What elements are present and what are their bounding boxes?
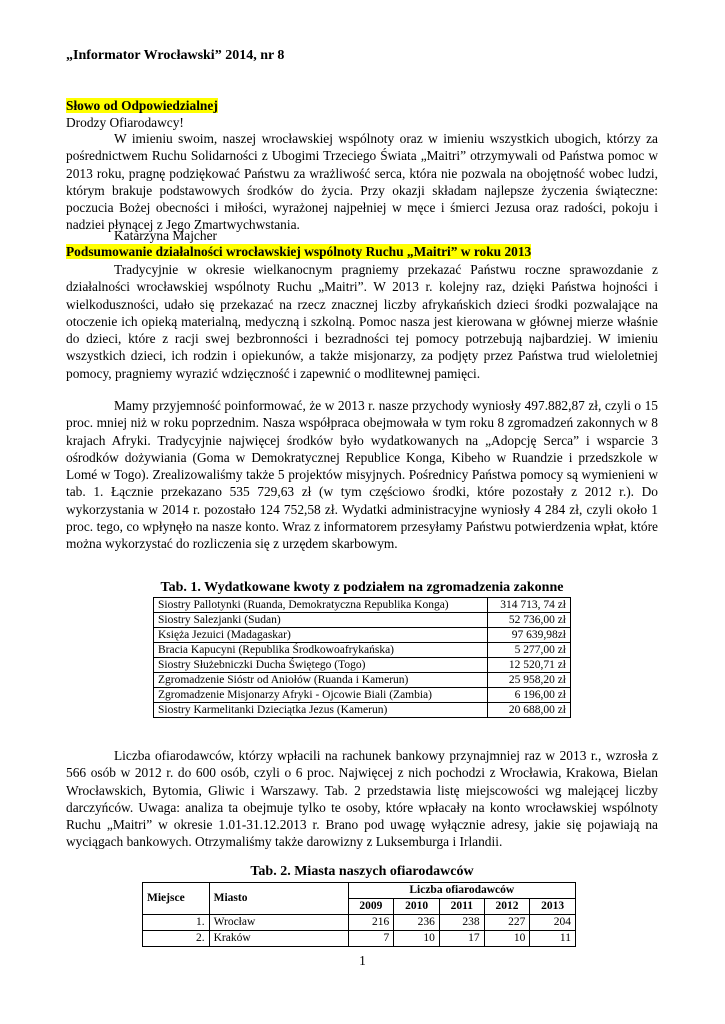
place-cell: 1.: [143, 915, 210, 931]
congregation-name: Księża Jezuici (Madagaskar): [154, 628, 488, 643]
city-cell: Kraków: [209, 931, 348, 947]
count-cell: 10: [484, 931, 530, 947]
table-row: [154, 673, 571, 688]
greeting: Drodzy Ofiarodawcy!: [66, 115, 184, 130]
count-cell: 17: [439, 931, 484, 947]
amount: 20 688,00 zł: [487, 703, 570, 718]
column-header-count: Liczba ofiarodawców: [348, 883, 575, 899]
table-row: [154, 598, 571, 613]
congregation-name: Zgromadzenie Misjonarzy Afryki - Ojcowie Biali (Zambia): [154, 688, 488, 703]
count-cell: 238: [439, 915, 484, 931]
count-cell: 11: [530, 931, 576, 947]
year-header: 2010: [394, 899, 440, 915]
signature: Katarzyna Majcher: [114, 228, 217, 243]
count-cell: 10: [394, 931, 440, 947]
expenses-table: [153, 597, 571, 718]
donors-cities-table: [142, 882, 576, 947]
place-cell: 2.: [143, 931, 210, 947]
amount: 5 277,00 zł: [487, 643, 570, 658]
year-header: 2013: [530, 899, 576, 915]
table-row: [143, 931, 576, 947]
section-heading-text: Słowo od Odpowiedzialnej: [66, 98, 218, 113]
table-row: [154, 628, 571, 643]
congregation-name: Siostry Służebniczki Ducha Świętego (Togo): [154, 658, 488, 673]
amount: 12 520,71 zł: [487, 658, 570, 673]
congregation-name: Siostry Karmelitanki Dzieciątka Jezus (Kamerun): [154, 703, 488, 718]
amount: 25 958,20 zł: [487, 673, 570, 688]
table-row: [154, 658, 571, 673]
count-cell: 7: [348, 931, 394, 947]
year-header: 2012: [484, 899, 530, 915]
body-paragraph: Mamy przyjemność poinformować, że w 2013 r. nasze przychody wyniosły 497.882,87 zł, czyli o 15 proc. mniej niż w roku poprzednim. Nasza współpraca obejmowała w tym roku 8 zgromadzeń zakonnych w 8 krajach Afryki. Tradycyjnie najwięcej środków było wydatkowanych na „Adopcję Serca” i wsparcie 3 ośrodków dożywiania (Goma w Demokratycznej Republice Konga, Kibeho w Ruandzie i przedszkole w Lomé w Togo). Zrealizowaliśmy także 5 projektów misyjnych. Pośrednicy Państwa pomocy są wymienieni w tab. 1. Łącznie przekazano 535 729,63 zł (w tym częściowo środki, które pozostały z 2012 r.). Do wykorzystania w 2014 r. pozostało 124 752,58 zł. Wydatki administracyjne wyniosły 4 284 zł, czyli około 1 proc. tego, co wpłynęło na nasze konto. Wraz z informatorem przesyłamy Państwu potwierdzenia wpłat, które można wykorzystać do rozliczenia się z urzędem skarbowym.: [66, 398, 658, 552]
publication-header: „Informator Wrocławski” 2014, nr 8: [66, 48, 285, 63]
body-paragraph: Tradycyjnie w okresie wielkanocnym pragniemy przekazać Państwu roczne sprawozdanie z działalności wrocławskiej wspólnoty Ruchu „Maitri”. W 2013 r. kolejny raz, dzięki Państwa hojności i wielkoduszności, udało się przekazać na rzecz znacznej liczby afrykańskich dzieci środki pozwalające na otoczenie ich opieką materialną, medyczną i szkolną. Pomoc nasza jest kierowana w głównej mierze właśnie do dzieci, które z racji swej bezbronności i bezradności tej pomocy potrzebują najbardziej. W imieniu wszystkich dzieci, ich rodzin i opiekunów, a także misjonarzy, za podjęty przez Państwa trud wieloletniej pomocy, pragniemy wyrazić wdzięczność i zapewnić o modlitewnej pamięci.: [66, 262, 658, 381]
page-number: 1: [359, 953, 366, 968]
year-header: 2011: [439, 899, 484, 915]
count-cell: 216: [348, 915, 394, 931]
congregation-name: Siostry Pallotynki (Ruanda, Demokratyczna Republika Konga): [154, 598, 488, 613]
section-heading: [66, 243, 531, 260]
table-caption: Tab. 1. Wydatkowane kwoty z podziałem na zgromadzenia zakonne: [160, 580, 564, 595]
table-row: [154, 688, 571, 703]
section-heading-text: Podsumowanie działalności wrocławskiej wspólnoty Ruchu „Maitri” w roku 2013: [66, 244, 532, 259]
column-header-city: Miasto: [209, 883, 348, 915]
table-row: [154, 643, 571, 658]
table-row: [154, 613, 571, 628]
count-cell: 236: [394, 915, 440, 931]
amount: 6 196,00 zł: [487, 688, 570, 703]
city-cell: Wrocław: [209, 915, 348, 931]
table-caption: Tab. 2. Miasta naszych ofiarodawców: [250, 864, 474, 879]
body-paragraph: W imieniu swoim, naszej wrocławskiej wspólnoty oraz w imieniu wszystkich ubogich, którzy za pośrednictwem Ruchu Solidarności z Ubogimi Trzeciego Świata „Maitri” otrzymywali od Państwa pomoc w 2013 roku, pragnę podziękować Państwu za wrażliwość serca, która nie pozwala na obojętność wobec ludzi, którym brakuje podstawowych środków do życia. Przy okazji składam najlepsze życzenia świąteczne: poczucia Bożej obecności i miłości, wyrażonej najpełniej w męce i śmierci Jezusa oraz radości, pokoju i nadziei płynącej z Jego Zmartwychwstania.: [66, 131, 658, 233]
body-paragraph: Liczba ofiarodawców, którzy wpłacili na rachunek bankowy przynajmniej raz w 2013 r., wzrosła z 566 osób w 2012 r. do 600 osób, czyli o 6 proc. Najwięcej z nich pochodzi z Wrocławia, Krakowa, Bielan Wrocławskich, Bytomia, Gliwic i Warszawy. Tab. 2 przedstawia listę miejscowości wg malejącej liczby darczyńców. Uwaga: analiza ta obejmuje tylko te osoby, które wpłacały na konto wrocławskiej wspólnoty Ruchu „Maitri” w okresie 1.01-31.12.2013 r. Brano pod uwagę wyłącznie adresy, jakie się pojawiają na wyciągach bankowych. Otrzymaliśmy także darowizny z Luksemburga i Irlandii.: [66, 748, 658, 850]
amount: 97 639,98zł: [487, 628, 570, 643]
column-header-place: Miejsce: [143, 883, 210, 915]
section-heading: [66, 97, 218, 114]
congregation-name: Zgromadzenie Sióstr od Aniołów (Ruanda i Kamerun): [154, 673, 488, 688]
table-row: [154, 703, 571, 718]
congregation-name: Bracia Kapucyni (Republika Środkowoafrykańska): [154, 643, 488, 658]
count-cell: 204: [530, 915, 576, 931]
year-header: 2009: [348, 899, 394, 915]
amount: 314 713, 74 zł: [487, 598, 570, 613]
amount: 52 736,00 zł: [487, 613, 570, 628]
congregation-name: Siostry Salezjanki (Sudan): [154, 613, 488, 628]
count-cell: 227: [484, 915, 530, 931]
table-row: [143, 915, 576, 931]
